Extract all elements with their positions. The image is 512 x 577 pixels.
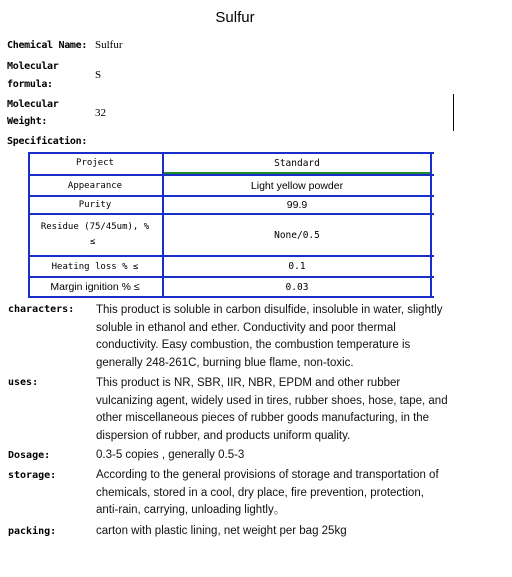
text-line: 0.3-5 copies , generally 0.5-3 xyxy=(96,449,245,461)
row-project: Appearance xyxy=(67,180,123,191)
molecular-formula-label-1: Molecular xyxy=(7,61,59,72)
molecular-weight-value: 32 xyxy=(95,107,106,119)
packing-text xyxy=(96,523,466,541)
molecular-weight-label-1: Molecular xyxy=(7,99,59,110)
text-line: dispersion of rubber, and products uniform quality. xyxy=(96,429,351,442)
molecular-weight-label-2: Weight: xyxy=(7,116,48,127)
molecular-formula-value: S xyxy=(95,69,102,81)
table-row xyxy=(28,176,432,195)
text-line: chemicals, stored in a cool, dry place, fire prevention, protection, xyxy=(96,486,424,499)
row-standard: 0.1 xyxy=(288,261,306,272)
vertical-rule xyxy=(453,94,454,131)
header-standard: Standard xyxy=(274,157,320,169)
table-header-row xyxy=(28,154,432,172)
text-line: This product is soluble in carbon disulfide, insoluble in water, slightly xyxy=(96,304,443,316)
row-project: Purity xyxy=(78,200,112,210)
row-standard: 99.9 xyxy=(286,199,308,211)
row-standard: Light yellow powder xyxy=(250,179,344,192)
molecular-formula-label-2: formula: xyxy=(7,79,53,90)
text-line: soluble in ethanol and ether. Conductivity and poor thermal xyxy=(96,321,396,334)
row-project-line2: ≤ xyxy=(90,237,96,247)
characters-text xyxy=(96,302,466,372)
chemical-name-value: Sulfur xyxy=(95,39,123,51)
row-standard: 0.03 xyxy=(285,281,309,293)
row-project: Margin ignition % ≤ xyxy=(50,281,140,293)
text-line: carton with plastic lining, net weight per bag 25kg xyxy=(96,525,347,537)
table-row xyxy=(28,197,432,213)
storage-label: storage: xyxy=(8,470,57,481)
text-line: generally 248-261C, burning blue flame, non-toxic. xyxy=(96,356,354,369)
dosage-text xyxy=(96,447,466,465)
specification-label: Specification: xyxy=(7,136,88,147)
text-line: anti-rain, carrying, unloading lightly。 xyxy=(96,504,286,516)
page-title: Sulfur xyxy=(215,9,255,26)
dosage-label: Dosage: xyxy=(8,450,51,461)
table-row xyxy=(28,215,432,255)
storage-text xyxy=(96,467,466,520)
table-border-bottom xyxy=(28,296,434,298)
header-project: Project xyxy=(76,158,114,168)
row-project-line1: Residue (75/45um), % xyxy=(40,222,150,232)
text-line: conductivity. Easy combustion, the combustion temperature is xyxy=(96,339,411,351)
uses-text xyxy=(96,375,466,445)
characters-label: characters: xyxy=(8,304,75,315)
packing-label: packing: xyxy=(8,526,57,537)
table-row xyxy=(28,278,432,296)
text-line: other miscellaneous pieces of rubber goods manufacturing, in the xyxy=(96,412,430,424)
text-line: This product is NR, SBR, IIR, NBR, EPDM and other rubber xyxy=(96,377,401,389)
row-project: Heating loss % ≤ xyxy=(51,261,139,272)
text-line: vulcanizing agent, widely used in tires, rubber shoes, hose, tape, and xyxy=(96,394,448,407)
uses-label: uses: xyxy=(8,377,39,388)
text-line: According to the general provisions of storage and transportation of xyxy=(96,469,439,481)
chemical-name-label: Chemical Name: xyxy=(7,40,88,51)
row-project xyxy=(28,215,162,255)
table-row xyxy=(28,257,432,276)
row-standard: None/0.5 xyxy=(274,229,320,241)
